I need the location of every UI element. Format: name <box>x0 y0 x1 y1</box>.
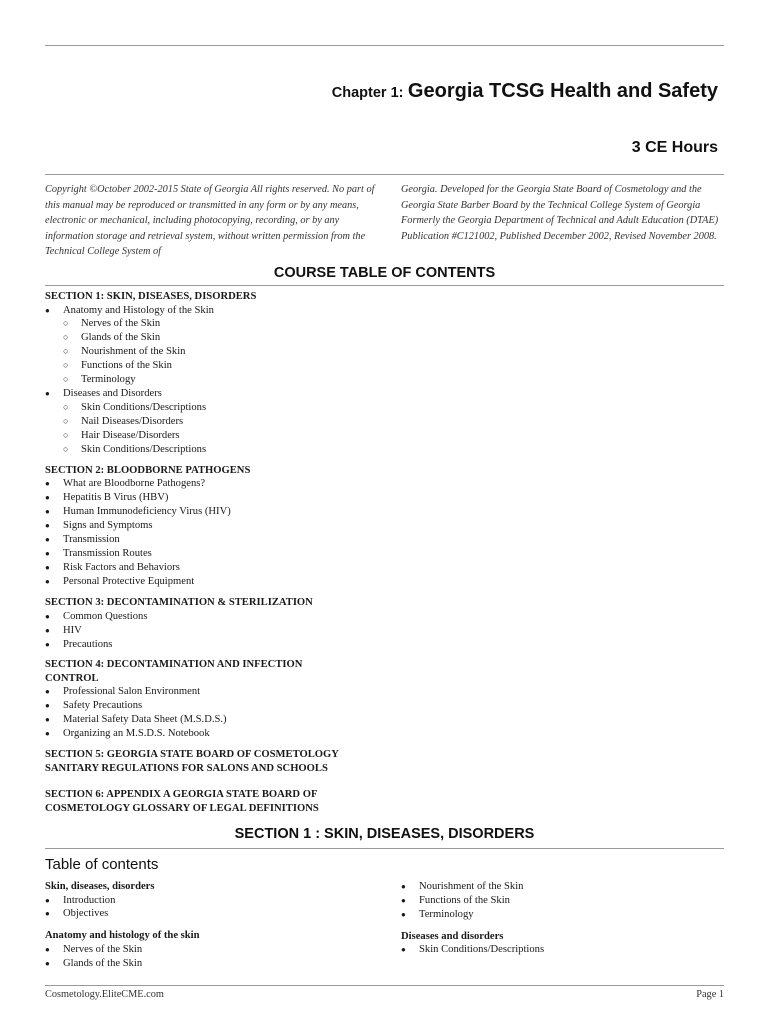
list-item: ● Professional Salon Environment <box>45 685 345 699</box>
section-toc-right-column <box>401 880 721 957</box>
sub-list-item: ○ Nail Diseases/Disorders <box>63 415 345 429</box>
chapter-title-text: Georgia TCSG Health and Safety <box>407 80 718 102</box>
sub-list-item: ○ Skin Conditions/Descriptions <box>63 443 345 457</box>
sub-list-item: ○ Hair Disease/Disorders <box>63 429 345 443</box>
section-toc-list <box>401 943 721 957</box>
list-item <box>45 304 345 388</box>
footer-site: Cosmetology.EliteCME.com <box>45 989 164 1000</box>
sub-list <box>63 401 345 457</box>
sub-list <box>63 317 345 387</box>
heading-line: COSMETOLOGY GLOSSARY OF LEGAL DEFINITIONS <box>45 802 319 814</box>
footer-page-number: Page 1 <box>696 989 724 1000</box>
list-item: ● Risk Factors and Behaviors <box>45 561 345 575</box>
list-item: ● Organizing an M.S.D.S. Notebook <box>45 727 345 741</box>
list-item-label: Diseases and Disorders <box>63 388 162 400</box>
list-item: ● Glands of the Skin <box>45 957 365 971</box>
list-item: ● What are Bloodborne Pathogens? <box>45 477 345 491</box>
ce-hours: 3 CE Hours <box>631 139 718 156</box>
list-item: ● Introduction <box>45 894 365 908</box>
list-item: ● Signs and Symptoms <box>45 519 345 533</box>
section-1-rule <box>45 848 724 849</box>
list-item: ● Functions of the Skin <box>401 894 721 908</box>
list-item: ● Transmission Routes <box>45 547 345 561</box>
top-rule <box>45 45 724 46</box>
toc-section-6-heading <box>45 788 345 815</box>
list-item: ● Hepatitis B Virus (HBV) <box>45 491 345 505</box>
list-item: ● Skin Conditions/Descriptions <box>401 943 721 957</box>
sub-list-item: ○ Terminology <box>63 373 345 387</box>
section-toc-title: Table of contents <box>45 856 159 873</box>
sub-list-item: ○ Nourishment of the Skin <box>63 345 345 359</box>
copyright-left: Copyright ©October 2002-2015 State of Georgia All rights reserved. No part of this manual may be reproduced or transmitted in any form or by any means, electronic or mechanical, including photocopying, recording, or by any information storage and retrieval system, without written permission from the Technical College System of <box>45 184 375 258</box>
list-item: ● Nerves of the Skin <box>45 943 365 957</box>
section-toc-group-heading: Anatomy and histology of the skin <box>45 930 200 942</box>
sub-list-item: ○ Nerves of the Skin <box>63 317 345 331</box>
section-1-heading: SECTION 1 : SKIN, DISEASES, DISORDERS <box>234 826 535 842</box>
section-toc-group-heading: Skin, diseases, disorders <box>45 881 155 892</box>
copyright-right: Georgia. Developed for the Georgia State Board of Cosmetology and the Georgia State Barber Board by the Technical College System of Georgia Formerly the Georgia Department of Technical and Adult Education (DTAE) Publication #C121002, Published December 2002, Revised November 2008. <box>401 184 719 242</box>
list-item: ● Safety Precautions <box>45 699 345 713</box>
list-item <box>45 387 345 457</box>
sub-list-item: ○ Functions of the Skin <box>63 359 345 373</box>
toc-section-3-list <box>45 610 345 652</box>
list-item: ● Material Safety Data Sheet (M.S.D.S.) <box>45 713 345 727</box>
list-item: ● Precautions <box>45 638 345 652</box>
toc-section-3-heading: SECTION 3: DECONTAMINATION & STERILIZATION <box>45 597 313 609</box>
section-toc-list <box>45 894 365 922</box>
toc-rule <box>45 285 724 286</box>
toc-section-5-heading <box>45 748 345 775</box>
toc-section-2-heading: SECTION 2: BLOODBORNE PATHOGENS <box>45 464 251 476</box>
list-item: ● Objectives <box>45 907 365 921</box>
toc-section-1-heading: SECTION 1: SKIN, DISEASES, DISORDERS <box>45 291 257 302</box>
heading-line: SECTION 6: APPENDIX A GEORGIA STATE BOARD OF <box>45 789 318 801</box>
toc-section-4-list <box>45 685 345 741</box>
chapter-title <box>332 80 718 103</box>
course-toc <box>45 290 345 815</box>
list-item-label: Anatomy and Histology of the Skin <box>63 304 214 316</box>
header-rule <box>45 174 724 175</box>
list-item: ● Transmission <box>45 533 345 547</box>
section-toc-left-column <box>45 880 365 971</box>
footer-rule <box>45 985 724 986</box>
heading-line: SECTION 4: DECONTAMINATION AND INFECTION <box>45 659 303 671</box>
list-item: ● Terminology <box>401 908 721 922</box>
section-toc-group-heading: Diseases and disorders <box>401 930 504 942</box>
sub-list-item: ○ Skin Conditions/Descriptions <box>63 401 345 415</box>
heading-line: SECTION 5: GEORGIA STATE BOARD OF COSMETOLOGY <box>45 749 339 761</box>
list-item: ● Nourishment of the Skin <box>401 880 721 894</box>
toc-section-2-list <box>45 477 345 589</box>
toc-section-4-heading <box>45 658 345 685</box>
section-toc-list <box>45 943 365 971</box>
heading-line: CONTROL <box>45 672 99 684</box>
toc-section-1-list <box>45 304 345 457</box>
heading-line: SANITARY REGULATIONS FOR SALONS AND SCHOOLS <box>45 762 328 774</box>
section-toc-list <box>401 880 721 922</box>
chapter-prefix: Chapter 1: <box>331 85 404 101</box>
list-item: ● HIV <box>45 624 345 638</box>
sub-list-item: ○ Glands of the Skin <box>63 331 345 345</box>
list-item: ● Personal Protective Equipment <box>45 575 345 589</box>
list-item: ● Common Questions <box>45 610 345 624</box>
list-item: ● Human Immunodeficiency Virus (HIV) <box>45 505 345 519</box>
toc-title: COURSE TABLE OF CONTENTS <box>273 265 496 281</box>
